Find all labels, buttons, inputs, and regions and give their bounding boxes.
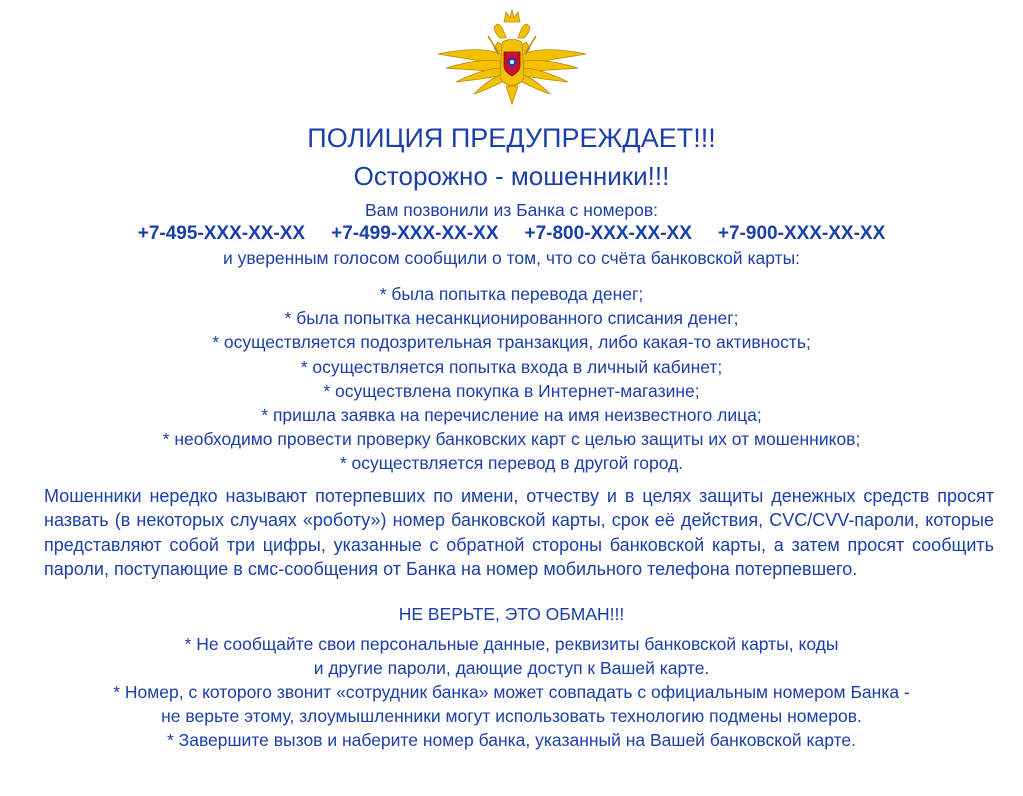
list-item: * была попытка несанкционированного списания денег;	[284, 308, 739, 329]
list-item: * Не сообщайте свои персональные данные, реквизиты банковской карты, коды	[184, 634, 839, 654]
list-item: * необходимо провести проверку банковских карт с целью защиты их от мошенников;	[162, 429, 861, 450]
list-item: * осуществлена покупка в Интернет-магазине;	[323, 380, 700, 401]
phone-number: +7-495-XXX-XX-XX	[137, 223, 306, 244]
advice-list	[0, 632, 1023, 752]
list-item: и другие пароли, дающие доступ к Вашей карте.	[313, 658, 710, 678]
intro-line-1: Вам позвонили из Банка с номеров:	[364, 200, 659, 220]
phone-numbers	[0, 222, 1023, 246]
list-item: не верьте этому, злоумышленники могут использовать технологию подмены номеров.	[161, 706, 862, 726]
phone-number: +7-499-XXX-XX-XX	[331, 223, 499, 244]
intro-line-2: и уверенным голосом сообщили о том, что со счёта банковской карты:	[222, 248, 801, 268]
reasons-list	[0, 282, 1023, 476]
list-item: * осуществляется подозрительная транзакция, либо какая-то активность;	[212, 332, 811, 353]
police-emblem-icon	[436, 8, 588, 108]
list-item: * Номер, с которого звонит «сотрудник банка» может совпадать с официальным номером Банка -	[113, 682, 910, 702]
list-item: * осуществляется попытка входа в личный кабинет;	[300, 356, 723, 377]
page-subtitle: Осторожно - мошенники!!!	[353, 161, 670, 191]
list-item: * пришла заявка на перечисление на имя неизвестного лица;	[261, 405, 762, 426]
list-item: * осуществляется перевод в другой город.	[339, 453, 684, 474]
page-title: ПОЛИЦИЯ ПРЕДУПРЕЖДАЕТ!!!	[307, 123, 716, 153]
phone-number: +7-900-XXX-XX-XX	[717, 223, 886, 244]
warning-heading: НЕ ВЕРЬТЕ, ЭТО ОБМАН!!!	[398, 604, 625, 624]
list-item: * была попытка перевода денег;	[379, 284, 644, 304]
list-item: * Завершите вызов и наберите номер банка, указанный на Вашей банковской карте.	[166, 730, 857, 750]
fraud-description-paragraph: Мошенники нередко называют потерпевших по имени, отчеству и в целях защиты денежных средств просят назвать (в некоторых случаях «роботу») номер банковской карты, срок её действия, CVC/CVV-пароли, которые представляют собой три цифры, указанные с обратной стороны банковской карты, а затем просят сообщить пароли, поступающие в смс-сообщения от Банка на номер мобильного телефона потерпевшего.	[44, 486, 994, 579]
phone-number: +7-800-XXX-XX-XX	[524, 223, 692, 244]
